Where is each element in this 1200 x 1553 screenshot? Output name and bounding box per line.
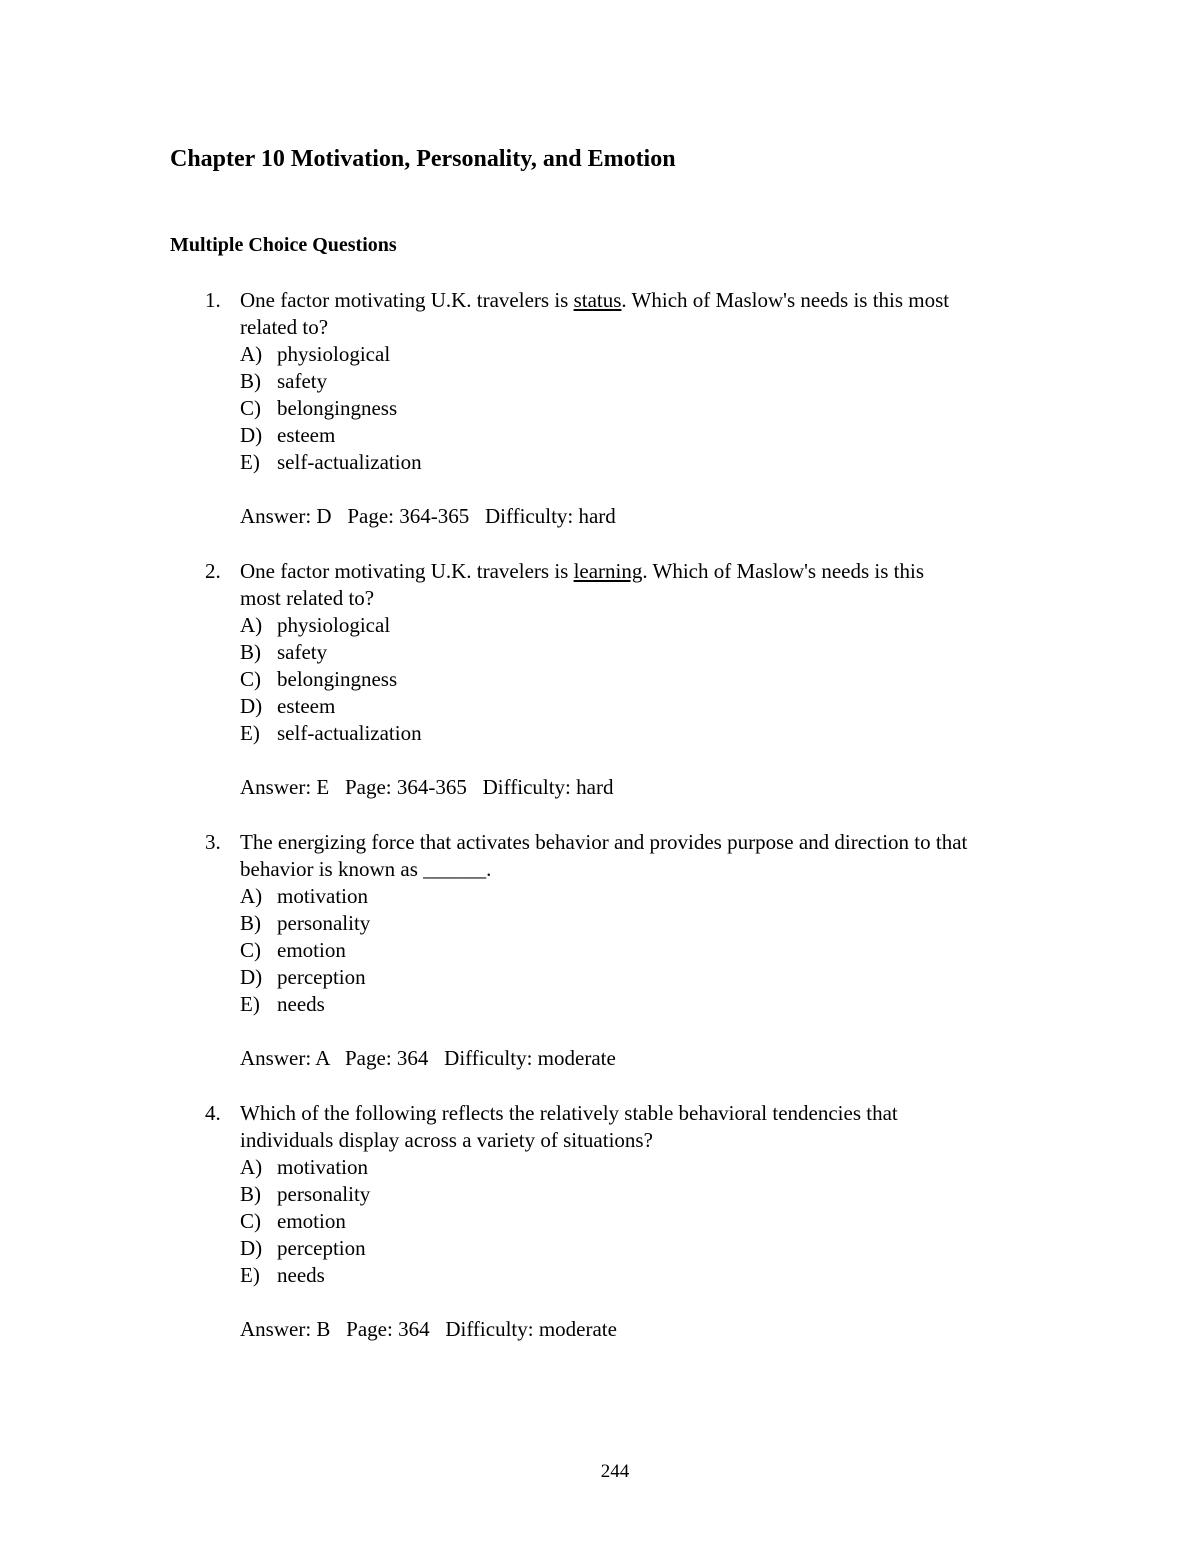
choice-text: personality (277, 911, 371, 935)
question-1-stem-line-2: related to? (240, 315, 329, 339)
page-number: 244 (600, 1461, 630, 1482)
answer-line: Answer: E Page: 364-365 Difficulty: hard (240, 775, 614, 799)
question-2-stem-line-2: most related to? (240, 586, 375, 610)
choice-letter: A) (240, 1155, 263, 1179)
choice-letter: A) (240, 613, 263, 637)
question-1 (205, 287, 1065, 530)
question-4-stem-line-2: individuals display across a variety of situations? (240, 1128, 653, 1152)
choice (205, 666, 1065, 693)
question-number: 2. (205, 559, 221, 583)
question-3 (205, 829, 1065, 1072)
choice (205, 1181, 1065, 1208)
choice (205, 341, 1065, 368)
choice-text: safety (277, 640, 328, 664)
choice (205, 1154, 1065, 1181)
choice-text: physiological (277, 342, 391, 366)
choice (205, 910, 1065, 937)
choice-letter: B) (240, 640, 261, 664)
question-4 (205, 1100, 1065, 1343)
choice-letter: D) (240, 965, 263, 989)
choice-text: needs (277, 992, 325, 1016)
choice-letter: B) (240, 1182, 261, 1206)
choice-letter: D) (240, 694, 263, 718)
question-number: 4. (205, 1101, 221, 1125)
choice (205, 1208, 1065, 1235)
choice-text: motivation (277, 1155, 368, 1179)
choice-text: esteem (277, 423, 336, 447)
choice (205, 1262, 1065, 1289)
choice-text: personality (277, 1182, 371, 1206)
answer-line: Answer: B Page: 364 Difficulty: moderate (240, 1317, 617, 1341)
question-2-stem-text-end: . Which of Maslow's needs is this (642, 559, 925, 583)
choice-text: emotion (277, 1209, 346, 1233)
question-2-stem-line-1 (205, 558, 1065, 585)
choice-letter: C) (240, 1209, 261, 1233)
choice (205, 991, 1065, 1018)
question-number: 1. (205, 288, 221, 312)
choice-text: self-actualization (277, 721, 422, 745)
choice-letter: A) (240, 342, 263, 366)
question-4-stem-line-1 (205, 1100, 1065, 1127)
choice (205, 693, 1065, 720)
choice (205, 368, 1065, 395)
choice-letter: C) (240, 396, 261, 420)
answer-line: Answer: D Page: 364-365 Difficulty: hard (240, 504, 616, 528)
question-2-keyword: learning (573, 559, 643, 583)
answer-line: Answer: A Page: 364 Difficulty: moderate (240, 1046, 616, 1070)
choice-text: motivation (277, 884, 368, 908)
choice-text: needs (277, 1263, 325, 1287)
choice-letter: E) (240, 721, 260, 745)
section-heading: Multiple Choice Questions (170, 234, 397, 256)
choice-letter: E) (240, 1263, 260, 1287)
choice-letter: C) (240, 667, 261, 691)
question-3-stem-line-1 (205, 829, 1065, 856)
choice (205, 883, 1065, 910)
choice-letter: B) (240, 369, 261, 393)
question-3-stem-line-2: behavior is known as ______. (240, 857, 492, 881)
choice (205, 1235, 1065, 1262)
choice-letter: C) (240, 938, 261, 962)
choice-letter: D) (240, 1236, 263, 1260)
choice-letter: A) (240, 884, 263, 908)
question-1-stem-line-1 (205, 287, 1065, 314)
choice (205, 449, 1065, 476)
question-3-stem-text: The energizing force that activates behavior and provides purpose and direction to that (240, 830, 968, 854)
choice (205, 395, 1065, 422)
choice-text: emotion (277, 938, 346, 962)
choice (205, 422, 1065, 449)
question-number: 3. (205, 830, 221, 854)
choice-text: perception (277, 1236, 366, 1260)
question-2-stem-text: One factor motivating U.K. travelers is (240, 559, 574, 583)
choice-letter: D) (240, 423, 263, 447)
question-1-keyword: status (573, 288, 622, 312)
choice (205, 937, 1065, 964)
choice-text: esteem (277, 694, 336, 718)
page-title: Chapter 10 Motivation, Personality, and Emotion (170, 146, 676, 172)
question-2 (205, 558, 1065, 801)
question-4-stem-text: Which of the following reflects the relatively stable behavioral tendencies that (240, 1101, 898, 1125)
choice (205, 612, 1065, 639)
choice-text: safety (277, 369, 328, 393)
choice-text: belongingness (277, 667, 398, 691)
question-1-stem-text: One factor motivating U.K. travelers is (240, 288, 574, 312)
choice-text: belongingness (277, 396, 398, 420)
choice-letter: E) (240, 992, 260, 1016)
choice-text: perception (277, 965, 366, 989)
choice-letter: E) (240, 450, 260, 474)
choice-letter: B) (240, 911, 261, 935)
choice-text: self-actualization (277, 450, 422, 474)
choice-text: physiological (277, 613, 391, 637)
question-1-stem-text-end: . Which of Maslow's needs is this most (621, 288, 950, 312)
choice (205, 964, 1065, 991)
choice (205, 720, 1065, 747)
choice (205, 639, 1065, 666)
